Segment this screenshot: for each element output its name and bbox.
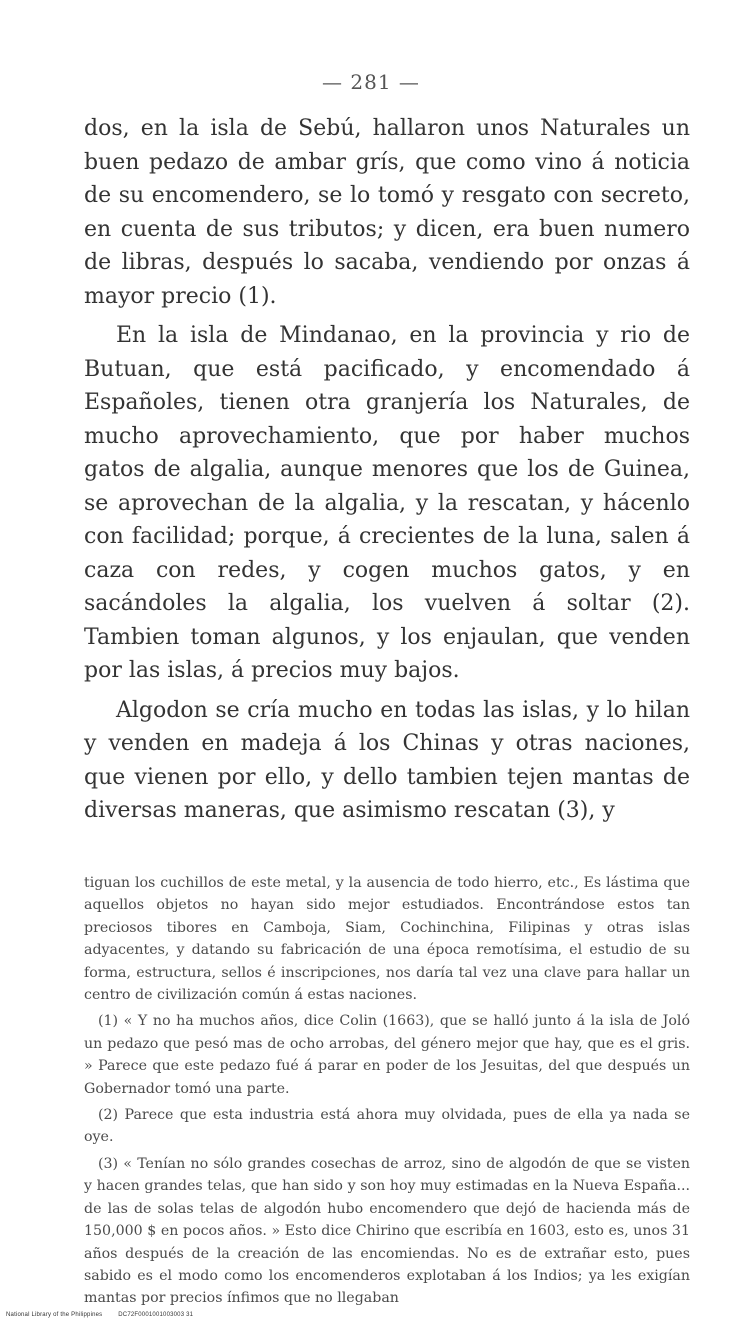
page-number: — 281 — [322, 70, 420, 94]
footnotes [84, 872, 690, 1310]
footnote: (1) « Y no ha muchos años, dice Colin (1663), que se halló junto á la isla de Joló un pedazo que pesó mas de ocho arrobas, del género mejor que hay, que es el gris. » Parece que este pedazo fué á parar en poder de los Jesuitas, del que después un Gobernador tomó una parte. [84, 1013, 690, 1097]
library-name: National Library of the Philippines [6, 1312, 103, 1318]
body-paragraph: Algodon se cría mucho en todas las islas, y lo hilan y venden en madeja á los Chinas y otras naciones, que vienen por ello, y dello tambien tejen mantas de diversas maneras, que asimismo rescatan (3), y [84, 697, 690, 823]
footnote-continuation: tiguan los cuchillos de este metal, y la ausencia de todo hierro, etc., Es lástima que aquellos objetos no hayan sido mejor estudiados. Encontrándose estos tan preciosos tibores en Camboja, Siam, Cochinchina, Filipinas y otras islas adyacentes, y datando su fabricación de una época remotísima, el estudio de su forma, estructura, sellos é inscripciones, nos daría tal vez una clave para hallar un centro de civilización común á estas naciones. [84, 875, 690, 1004]
footnote: (2) Parece que esta industria está ahora muy olvidada, pues de ella ya nada se oye. [84, 1107, 690, 1146]
body-paragraph: En la isla de Mindanao, en la provincia y rio de Butuan, que está pacificado, y encomendado á Españoles, tienen otra granjería los Naturales, de mucho aprovechamiento, que por haber muchos gatos de algalia, aunque menores que los de Guinea, se aprovechan de la algalia, y la rescatan, y hácenlo con facilidad; porque, á crecientes de la luna, salen á caza con redes, y cogen muchos gatos, y en sacándoles la algalia, los vuelven á soltar (2). Tambien toman algunos, y los enjaulan, que venden por las islas, á precios muy bajos. [84, 323, 690, 683]
main-text [84, 112, 690, 828]
body-paragraph: dos, en la isla de Sebú, hallaron unos Naturales un buen pedazo de ambar grís, que como vino á noticia de su encomendero, se lo tomó y resgato con secreto, en cuenta de sus tributos; y dicen, era buen numero de libras, después lo sacaba, vendiendo por onzas á mayor precio (1). [84, 116, 690, 309]
library-footer [6, 1312, 193, 1318]
record-id: DC72F0001001003003 31 [118, 1312, 194, 1318]
footnote: (3) « Tenían no sólo grandes cosechas de arroz, sino de algodón de que se visten y hacen grandes telas, que han sido y son hoy muy estimadas en la Nueva España... de las de solas telas de algodón hubo encomendero que dejó de hacienda más de 150,000 $ en pocos años. » Esto dice Chirino que escribía en 1603, esto es, unos 31 años después de la creación de las encomiendas. No es de extrañar esto, pues sabido es el modo como los encomenderos explotaban á los Indios; ya les exigían mantas por precios ínfimos que no llegaban [84, 1155, 690, 1307]
